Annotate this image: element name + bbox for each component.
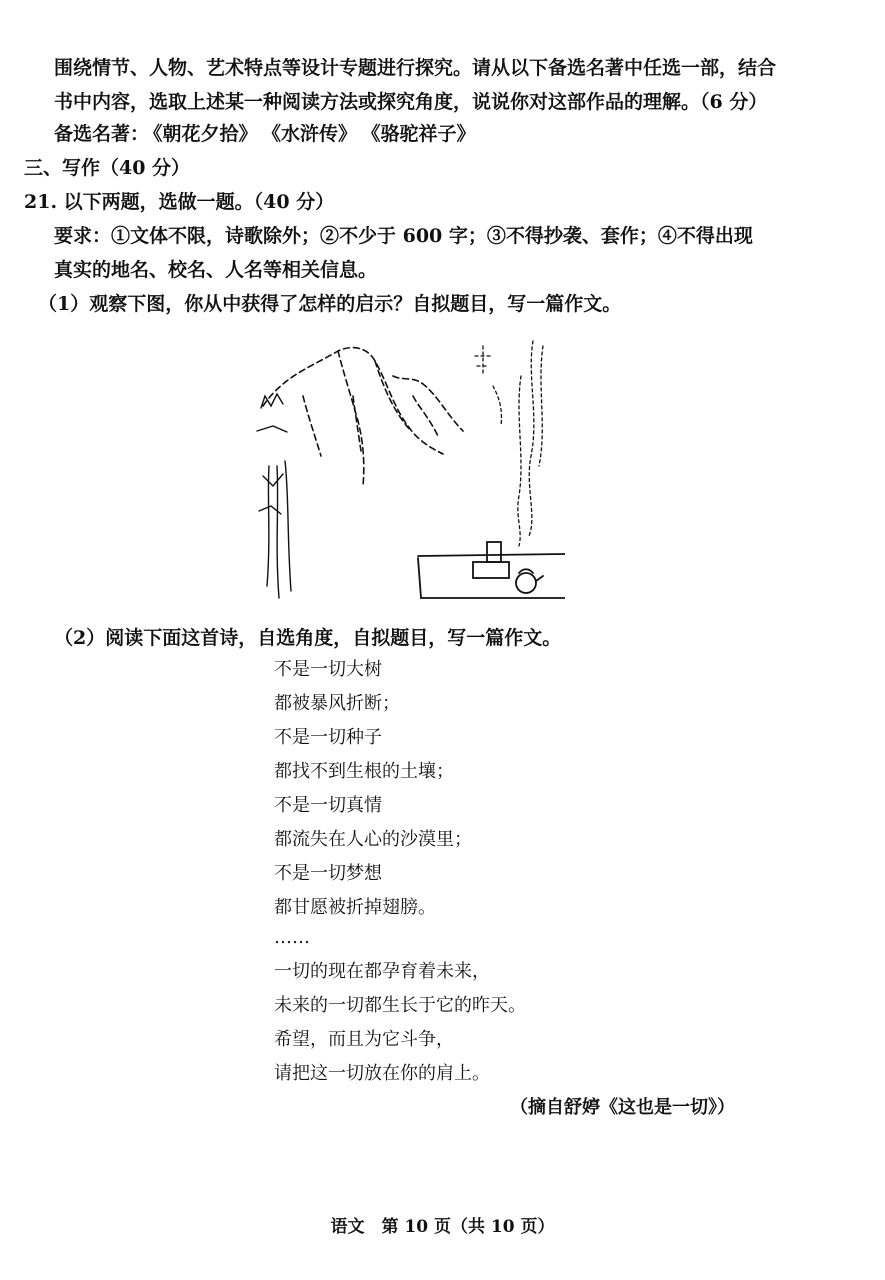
landscape-sketch-figure: [243, 336, 565, 608]
intro-line-1: 围绕情节、人物、艺术特点等设计专题进行探究。请从以下备选名著中任选一部，结合: [54, 57, 777, 79]
poem-line-6: 都流失在人心的沙漠里；: [274, 829, 472, 850]
poem-line-5: 不是一切真情: [274, 795, 382, 816]
requirements-line-1: 要求：①文体不限，诗歌除外；②不少于 600 字；③不得抄袭、套作；④不得出现: [54, 225, 753, 247]
poem-line-3: 不是一切种子: [274, 727, 382, 748]
book-1: 《朝花夕拾》: [153, 123, 258, 145]
poem-line-2: 都被暴风折断；: [274, 693, 400, 714]
requirements-line-2: 真实的地名、校名、人名等相关信息。: [54, 259, 378, 281]
option-2-prompt: （2）阅读下面这首诗，自选角度，自拟题目，写一篇作文。: [54, 627, 562, 649]
poem-line-1: 不是一切大树: [274, 659, 382, 680]
poem-line-9: ……: [274, 927, 310, 948]
book-3: 《骆驼祥子》: [371, 123, 476, 145]
poem-line-7: 不是一切梦想: [274, 863, 382, 884]
book-list-label: 备选名著：: [54, 123, 150, 145]
page-footer: 语文 第 10 页（共 10 页）: [330, 1217, 555, 1237]
book-2: 《水浒传》: [271, 123, 358, 145]
question-21: 21. 以下两题，选做一题。（40 分）: [24, 191, 335, 213]
poem-line-4: 都找不到生根的土壤；: [274, 761, 454, 782]
section-three-title: 三、写作（40 分）: [24, 157, 191, 179]
intro-line-2: 书中内容，选取上述某一种阅读方法或探究角度，说说你对这部作品的理解。（6 分）: [54, 91, 768, 113]
poem-line-12: 希望，而且为它斗争，: [274, 1029, 454, 1050]
poem-line-8: 都甘愿被折掉翅膀。: [274, 897, 436, 918]
poem-line-13: 请把这一切放在你的肩上。: [274, 1063, 490, 1084]
book-list: [54, 122, 476, 146]
option-1-prompt: （1）观察下图，你从中获得了怎样的启示？自拟题目，写一篇作文。: [38, 293, 622, 315]
poem-source: （摘自舒婷《这也是一切》）: [510, 1097, 735, 1118]
poem-line-10: 一切的现在都孕育着未来，: [274, 961, 490, 982]
poem-line-11: 未来的一切都生长于它的昨天。: [274, 995, 526, 1016]
